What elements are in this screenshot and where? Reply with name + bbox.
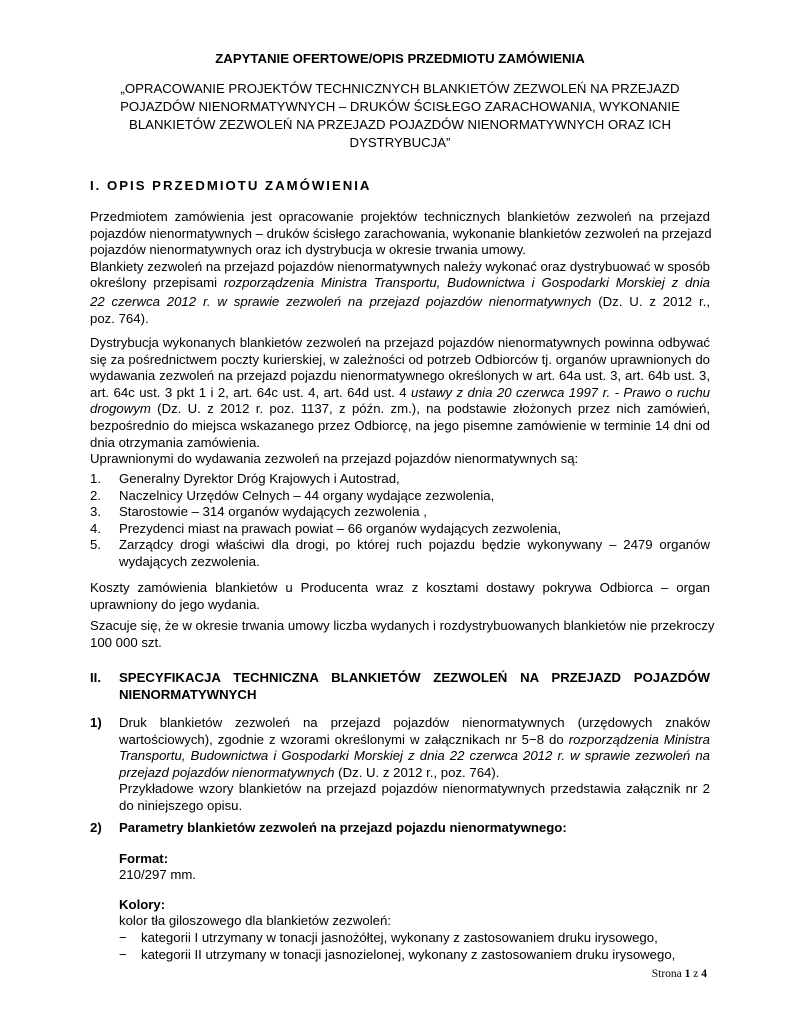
dash-bullet: − xyxy=(119,929,127,945)
spec-item-2 xyxy=(90,820,710,963)
item-number: 2) xyxy=(90,820,102,835)
page-total: 4 xyxy=(701,968,707,980)
legal-reference: ustawy z dnia 20 czerwca 1997 r. - Prawo o ruchu xyxy=(411,384,710,400)
list-item xyxy=(90,521,710,538)
text-line: Dystrybucja wykonanych blankietów zezwoleń na przejazd pojazdów nienormatywnych powinna odbywać xyxy=(90,335,710,350)
legal-reference: 22 czerwca 2012 r. w sprawie zezwoleń na przejazd pojazdów nienormatywnych xyxy=(90,293,592,309)
text-line xyxy=(119,748,710,765)
legal-reference: przejazd pojazdów nienormatywnych xyxy=(119,764,335,780)
format-label: Format: xyxy=(119,850,169,866)
colors-label: Kolory: xyxy=(119,896,166,912)
section-1-paragraph-2 xyxy=(90,335,710,468)
text-line: pojazdów nienormatywnych – druków ścisłego zarachowania, wykonanie blankietów zezwoleń na przejazd xyxy=(90,225,712,241)
format-value: 210/297 mm. xyxy=(119,867,196,883)
text-line: uprawniony do jego wydania. xyxy=(90,596,261,612)
text-line xyxy=(90,385,710,402)
list-number: 3. xyxy=(90,504,101,520)
text-line: do niniejszego opisu. xyxy=(119,797,243,813)
section-2-heading xyxy=(90,670,710,703)
legal-reference: rozporządzenia Ministra Transportu, Budownictwa i Gospodarki Morskiej z dnia xyxy=(223,275,710,291)
subtitle-line: „OPRACOWANIE PROJEKTÓW TECHNICZNYCH BLANKIETÓW ZEZWOLEŃ NA PRZEJAZD xyxy=(120,81,680,96)
text-line: Uprawnionymi do wydawania zezwoleń na przejazd pojazdów nienormatywnych są: xyxy=(90,451,579,467)
subtitle-line: BLANKIETÓW ZEZWOLEŃ NA PRZEJAZD POJAZDÓW NIENORMATYWNYCH ORAZ ICH xyxy=(129,117,671,132)
spec-item-1 xyxy=(90,715,710,815)
section-title: SPECYFIKACJA TECHNICZNA BLANKIETÓW ZEZWOLEŃ NA PRZEJAZD POJAZDÓW NIENORMATYWNYCH xyxy=(119,670,710,702)
text-line xyxy=(119,765,710,782)
text-line: pojazdów nienormatywnych oraz ich dystrybucja w okresie trwania umowy. xyxy=(90,242,526,258)
list-number: 1. xyxy=(90,471,101,486)
list-number: 2. xyxy=(90,487,101,503)
text-span: (Dz. U. z 2012 r., poz. 764). xyxy=(334,764,500,780)
subtitle-line: POJAZDÓW NIENORMATYWNYCH – DRUKÓW ŚCISŁEGO ZARACHOWANIA, WYKONANIE xyxy=(120,99,680,114)
list-number: 4. xyxy=(90,520,101,536)
text-line: Przykładowe wzory blankietów na przejazd pojazdów nienormatywnych przedstawia załącznik nr 2 xyxy=(119,781,710,797)
list-item xyxy=(90,537,710,570)
section-1-paragraph-1 xyxy=(90,209,710,328)
section-1-paragraph-4 xyxy=(90,618,715,651)
text-span: określony przepisami xyxy=(90,275,224,291)
legal-reference: Transportu, Budownictwa i Gospodarki Morskiej z dnia 22 czerwca 2012 r. w sprawie zezwoleń na xyxy=(119,748,710,764)
text-line: bezpośrednio do miejsca wskazanego przez Odbiorcę, na jego pisemne zamówienie w terminie 14 dni od xyxy=(90,417,710,433)
legal-reference: drogowym xyxy=(90,401,151,417)
color-spec: kategorii II utrzymany w tonacji jasnozielonej, wykonany z zastosowaniem druku irysowego, xyxy=(141,946,676,962)
text-line: Przedmiotem zamówienia jest opracowanie projektów technicznych blankietów zezwoleń na przejazd xyxy=(90,209,710,224)
text-line: poz. 764). xyxy=(90,310,149,326)
list-item xyxy=(119,930,710,947)
text-line xyxy=(90,292,710,311)
list-number: 5. xyxy=(90,537,101,553)
list-text: Zarządcy drogi właściwi dla drogi, po której ruch pojazdu będzie wykonywany – 2479 organów wydających zezwolenia. xyxy=(119,537,710,569)
section-1-paragraph-3 xyxy=(90,580,710,613)
text-span: (Dz. U. z 2012 r., xyxy=(591,293,710,309)
list-text: Generalny Dyrektor Dróg Krajowych i Autostrad, xyxy=(119,471,400,486)
text-line: Blankiety zezwoleń na przejazd pojazdów nienormatywnych należy wykonać oraz dystrybuować w sposób xyxy=(90,258,710,274)
text-line: wydawania zezwoleń na przejazd pojazdu nienormatywnego określonych w art. 64a ust. 3, art. 64b ust. 3, xyxy=(90,368,710,384)
item-heading: Parametry blankietów zezwoleń na przejazd pojazdu nienormatywnego: xyxy=(119,820,567,835)
section-number: II. xyxy=(90,670,101,685)
legal-reference: rozporządzenia Ministra xyxy=(568,731,711,747)
item-number: 1) xyxy=(90,715,102,730)
document-subtitle xyxy=(100,80,700,152)
footer-prefix: Strona xyxy=(651,968,685,980)
document-title: ZAPYTANIE OFERTOWE/OPIS PRZEDMIOTU ZAMÓWIENIA xyxy=(215,51,585,66)
list-item xyxy=(119,947,710,964)
text-line: dnia otrzymania zamówienia. xyxy=(90,434,261,450)
list-text: Starostowie – 314 organów wydających zezwolenia , xyxy=(119,504,427,520)
text-span: wartościowych), zgodnie z wzorami określonymi w załącznikach nr 5−8 do xyxy=(119,731,569,747)
authorities-list xyxy=(90,471,710,571)
footer-separator: z xyxy=(690,968,702,980)
page-footer xyxy=(652,968,707,980)
list-text: Prezydenci miast na prawach powiat – 66 organów wydających zezwolenia, xyxy=(119,520,562,536)
page-number: 1 xyxy=(684,968,691,980)
section-1-heading: I. OPIS PRZEDMIOTU ZAMÓWIENIA xyxy=(90,178,372,193)
subtitle-line: DYSTRYBUCJA” xyxy=(349,135,451,150)
list-text: Naczelnicy Urzędów Celnych – 44 organy wydające zezwolenia, xyxy=(119,487,495,503)
list-item xyxy=(90,488,710,505)
list-item xyxy=(90,504,710,521)
text-line: się za pośrednictwem poczty kurierskiej, w zależności od potrzeb Odbiorców tj. organów uprawnionych do xyxy=(90,351,710,367)
text-line: Koszty zamówienia blankietów u Producenta wraz z kosztami dostawy pokrywa Odbiorca – organ xyxy=(90,580,710,595)
color-spec: kategorii I utrzymany w tonacji jasnożółtej, wykonany z zastosowaniem druku irysowego, xyxy=(141,929,658,945)
dash-bullet: − xyxy=(119,946,127,962)
text-line xyxy=(119,732,710,749)
text-line: Szacuje się, że w okresie trwania umowy liczba wydanych i rozdystrybuowanych blankietów nie przekroczy xyxy=(90,618,715,633)
text-line: Druk blankietów zezwoleń na przejazd pojazdów nienormatywnych (urzędowych znaków xyxy=(119,715,710,730)
text-span: art. 64c ust. 3 pkt 1 i 2, art. 64c ust. 4, art. 64d ust. 4 xyxy=(90,384,411,400)
colors-intro: kolor tła giloszowego dla blankietów zezwoleń: xyxy=(119,913,391,929)
text-span: (Dz. U. z 2012 r. poz. 1137, z późn. zm.), na podstawie złożonych przez nich zamówień, xyxy=(150,401,710,417)
list-item xyxy=(90,471,710,488)
text-line xyxy=(90,275,710,292)
text-line xyxy=(90,401,710,418)
text-line: 100 000 szt. xyxy=(90,634,162,650)
